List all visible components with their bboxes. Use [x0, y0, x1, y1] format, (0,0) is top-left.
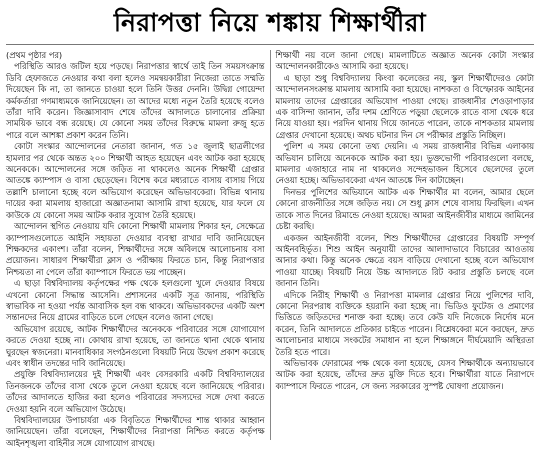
paragraph: এদিকে নিরীহ শিক্ষার্থী ও নিরাপত্তা মামলার গ্রেপ্তার নিয়ে পুলিশের দাবি, কোনো নিরপরাধ ব্যক্তিকে হয়রানি করা হচ্ছে না। ভিডিও ফুটেজ ও প্রমাণের ভিত্তিতে জড়িতদের শনাক্ত করা হচ্ছে। তবে কেউ যদি নিজেকে নির্দোষ মনে করেন, তিনি আদালতে প্রতিকার চাইতে পারেন। বিশ্লেষকেরা মনে করছেন, দ্রুত আলোচনার মাধ্যমে সংকটের সমাধান না হলে শিক্ষাঙ্গনে দীর্ঘমেয়াদি অস্থিরতা তৈরি হতে পারে।: [275, 289, 534, 357]
article-columns: [6, 50, 534, 448]
column-right: [271, 50, 534, 440]
column-left: [6, 50, 269, 448]
paragraph: একজন আইনজীবী বলেন, শিশু শিক্ষার্থীদের গ্রেপ্তারের বিষয়টি সম্পূর্ণ আইনবহির্ভূত। শিশু আইন অনুযায়ী তাদের আলাদাভাবে বিচারের আওতায় আনার কথা। কিন্তু অনেক ক্ষেত্রে বয়স বাড়িয়ে দেখানো হচ্ছে বলে অভিযোগ পাওয়া যাচ্ছে। বিষয়টি নিয়ে উচ্চ আদালতে রিট করার প্রস্তুতি চলছে বলে জানান তিনি।: [275, 232, 534, 289]
dateline: (প্রথম পৃষ্ঠার পর): [6, 50, 63, 60]
paragraph: প্রযুক্তি বিশ্ববিদ্যালয়ের দুই শিক্ষার্থী এবং বেসরকারি একটি বিশ্ববিদ্যালয়ের তিনজনকে তাঁদের বাসা থেকে তুলে নেওয়া হয়েছে বলে জানিয়েছে পরিবার। তাঁদের আদালতে হাজির করা হলেও পরিবারের সদস্যদের সঙ্গে দেখা করতে দেওয়া হয়নি বলে অভিযোগ উঠেছে।: [6, 369, 265, 414]
column-divider: [270, 50, 271, 440]
paragraph: বিশ্ববিদ্যালয়ের উপাচার্যরা এক বিবৃতিতে শিক্ষার্থীদের শান্ত থাকার আহ্বান জানিয়েছেন। তাঁরা বলেছেন, শিক্ষার্থীদের নিরাপত্তা নিশ্চিত করতে কর্তৃপক্ষ আইনশৃঙ্খলা বাহিনীর সঙ্গে যোগাযোগ রাখছে।: [6, 415, 265, 448]
paragraph: এ ছাড়া শুধু বিশ্ববিদ্যালয় কিংবা কলেজের নয়, স্কুল শিক্ষার্থীদেরও কোটা আন্দোলনসংক্রান্ত মামলায় আসামি করা হয়েছে। নাশকতা ও বিস্ফোরক আইনের মামলায় তাদের গ্রেপ্তারের অভিযোগ পাওয়া গেছে। রাজধানীর শেওড়াপাড়ার এক বাসিন্দা জানান, তাঁর দশম শ্রেণিতে পড়ুয়া ছেলেকে রাতে বাসা থেকে ধরে নিয়ে যাওয়া হয়। পরদিন থানায় গিয়ে জানতে পারেন, তাকে নাশকতার মামলায় গ্রেপ্তার দেখানো হয়েছে। অথচ ঘটনার দিন সে পরীক্ষার প্রস্তুতি নিচ্ছিল।: [275, 72, 534, 140]
headline: নিরাপত্তা নিয়ে শঙ্কায় শিক্ষার্থীরা: [113, 7, 427, 37]
paragraph: আন্দোলন স্থগিত নেওয়ায় যদি কোনো শিক্ষার্থী মামলায় শিকার হন, সেক্ষেত্রে ক্যাম্পাসগুলোতে আইনি সহায়তা দেওয়ার ব্যবস্থা রাখার দাবি জানিয়েছেন শিক্ষকদের একাংশ। তাঁরা বলেন, শিক্ষার্থীদের সঙ্গে অবিলম্বে আলোচনায় বসা প্রয়োজন। সাধারণ শিক্ষার্থীরা ক্লাস ও পরীক্ষায় ফিরতে চান, কিন্তু নিরাপত্তার নিশ্চয়তা না পেলে তাঁরা ক্যাম্পাসে ফিরতে ভয় পাচ্ছেন।: [6, 221, 265, 277]
paragraph: পুলিশ এ সময় কোনো তথ্য দেয়নি। এ সময় রাজধানীর বিভিন্ন এলাকায় অভিযান চালিয়ে অনেককে আটক করা হয়। ভুক্তভোগী পরিবারগুলো বলছে, মামলার এজাহারে নাম না থাকলেও সন্দেহভাজন হিসেবে ছেলেদের তুলে নেওয়া হচ্ছে। অভিভাবকেরা এখন আতঙ্কে দিন কাটাচ্ছেন।: [275, 141, 534, 186]
paragraph: অভিভাবক ফোরামের পক্ষ থেকে বলা হয়েছে, যেসব শিক্ষার্থীকে অন্যায়ভাবে আটক করা হয়েছে, তাঁদের দ্রুত মুক্তি দিতে হবে। শিক্ষার্থীরা যাতে নিরাপদে ক্যাম্পাসে ফিরতে পারেন, সে জন্য সরকারের সুস্পষ্ট ঘোষণা প্রয়োজন।: [275, 357, 534, 391]
paragraph: এ ছাড়া বিশ্ববিদ্যালয় কর্তৃপক্ষের পক্ষ থেকে হলগুলো খুলে দেওয়ার বিষয়ে এখনো কোনো সিদ্ধান্ত আসেনি। প্রশাসনের একটি সূত্র জানায়, পরিস্থিতি স্বাভাবিক না হওয়া পর্যন্ত আবাসিক হল বন্ধ থাকবে। অভিভাবকদের একটি অংশ সন্তানদের নিয়ে গ্রামের বাড়িতে চলে গেছেন বলেও জানা গেছে।: [6, 278, 265, 323]
paragraph: অভিযোগ রয়েছে, আটক শিক্ষার্থীদের অনেককে পরিবারের সঙ্গে যোগাযোগ করতে দেওয়া হচ্ছে না। কোথায় রাখা হয়েছে, তা জানতে থানা থেকে থানায় ঘুরছেন স্বজনেরা। মানবাধিকার সংগঠনগুলো বিষয়টি নিয়ে উদ্বেগ প্রকাশ করেছে এবং স্বাধীন তদন্তের দাবি জানিয়েছে।: [6, 323, 265, 368]
paragraph: পরিস্থিতি আরও জটিল হয়ে পড়ছে। নিরাপত্তার স্বার্থে তাই তিন সময়সংক্রান্ত ডিবি হেফাজতে নেওয়ার কথা বলা হলেও সমন্বয়কারীরা নিজেরা তাতে সম্মতি দিয়েছেন কি না, তা জানতে চাওয়া হলে তিনি উত্তর দেননি। উদ্বিগ্ন গোয়েন্দা কর্মকর্তারা গণমাধ্যমকে জানিয়েছেন। তা আদের মধ্যে নতুন তৈরি হয়েছে বলেও তাঁরা দাবি করেন। জিজ্ঞাসাবাদ শেষে তাঁদের আদালতে চালানোর প্রক্রিয়া সাময়িক ভাবে বন্ধ রয়েছে। যে কোনো সময় তাঁদের বিরুদ্ধে মামলা রুজু হতে পারে বলে আশঙ্কা প্রকাশ করেন তিনি।: [6, 61, 265, 140]
headline-band: [6, 0, 534, 45]
paragraph: দিনভর পুলিশের অভিযানে আটক এক শিক্ষার্থীর মা বলেন, আমার ছেলে কোনো রাজনীতির সঙ্গে জড়িত নয়। সে শুধু ক্লাস শেষে বাসায় ফিরছিল। এখন তাকে সাত দিনের রিমান্ডে নেওয়া হয়েছে। আমরা আইনজীবীর মাধ্যমে জামিনের চেষ্টা করছি।: [275, 186, 534, 232]
paragraph: কোটা সংস্কার আন্দোলনের নেতারা জানান, গত ১৫ জুলাই ছাত্রলীগের হামলার পর থেকে অন্তত ২০০ শিক্ষার্থী আহত হয়েছেন এবং আটক করা হয়েছে অনেককে। আন্দোলনের সঙ্গে জড়িত না থাকলেও অনেক শিক্ষার্থী গ্রেপ্তার আতঙ্কে ক্যাম্পাস ও বাসা ছেড়েছেন। বিশেষ করে মধ্যরাতে বাসায় বাসায় গিয়ে তল্লাশি চালানো হচ্ছে বলে অভিযোগ করেছেন অভিভাবকেরা। বিভিন্ন থানায় দায়ের করা মামলায় হাজারো অজ্ঞাতনামা আসামি রাখা হয়েছে, যার ফলে যে কাউকে যে কোনো সময় আটক করার সুযোগ তৈরি হয়েছে।: [6, 141, 265, 220]
paragraph: শিক্ষার্থী নয় বলে জানা গেছে। মামলাটিতে অজ্ঞাত অনেক কোটা সংস্কার আন্দোলনকারীকেও আসামি করা হয়েছে।: [275, 50, 534, 72]
